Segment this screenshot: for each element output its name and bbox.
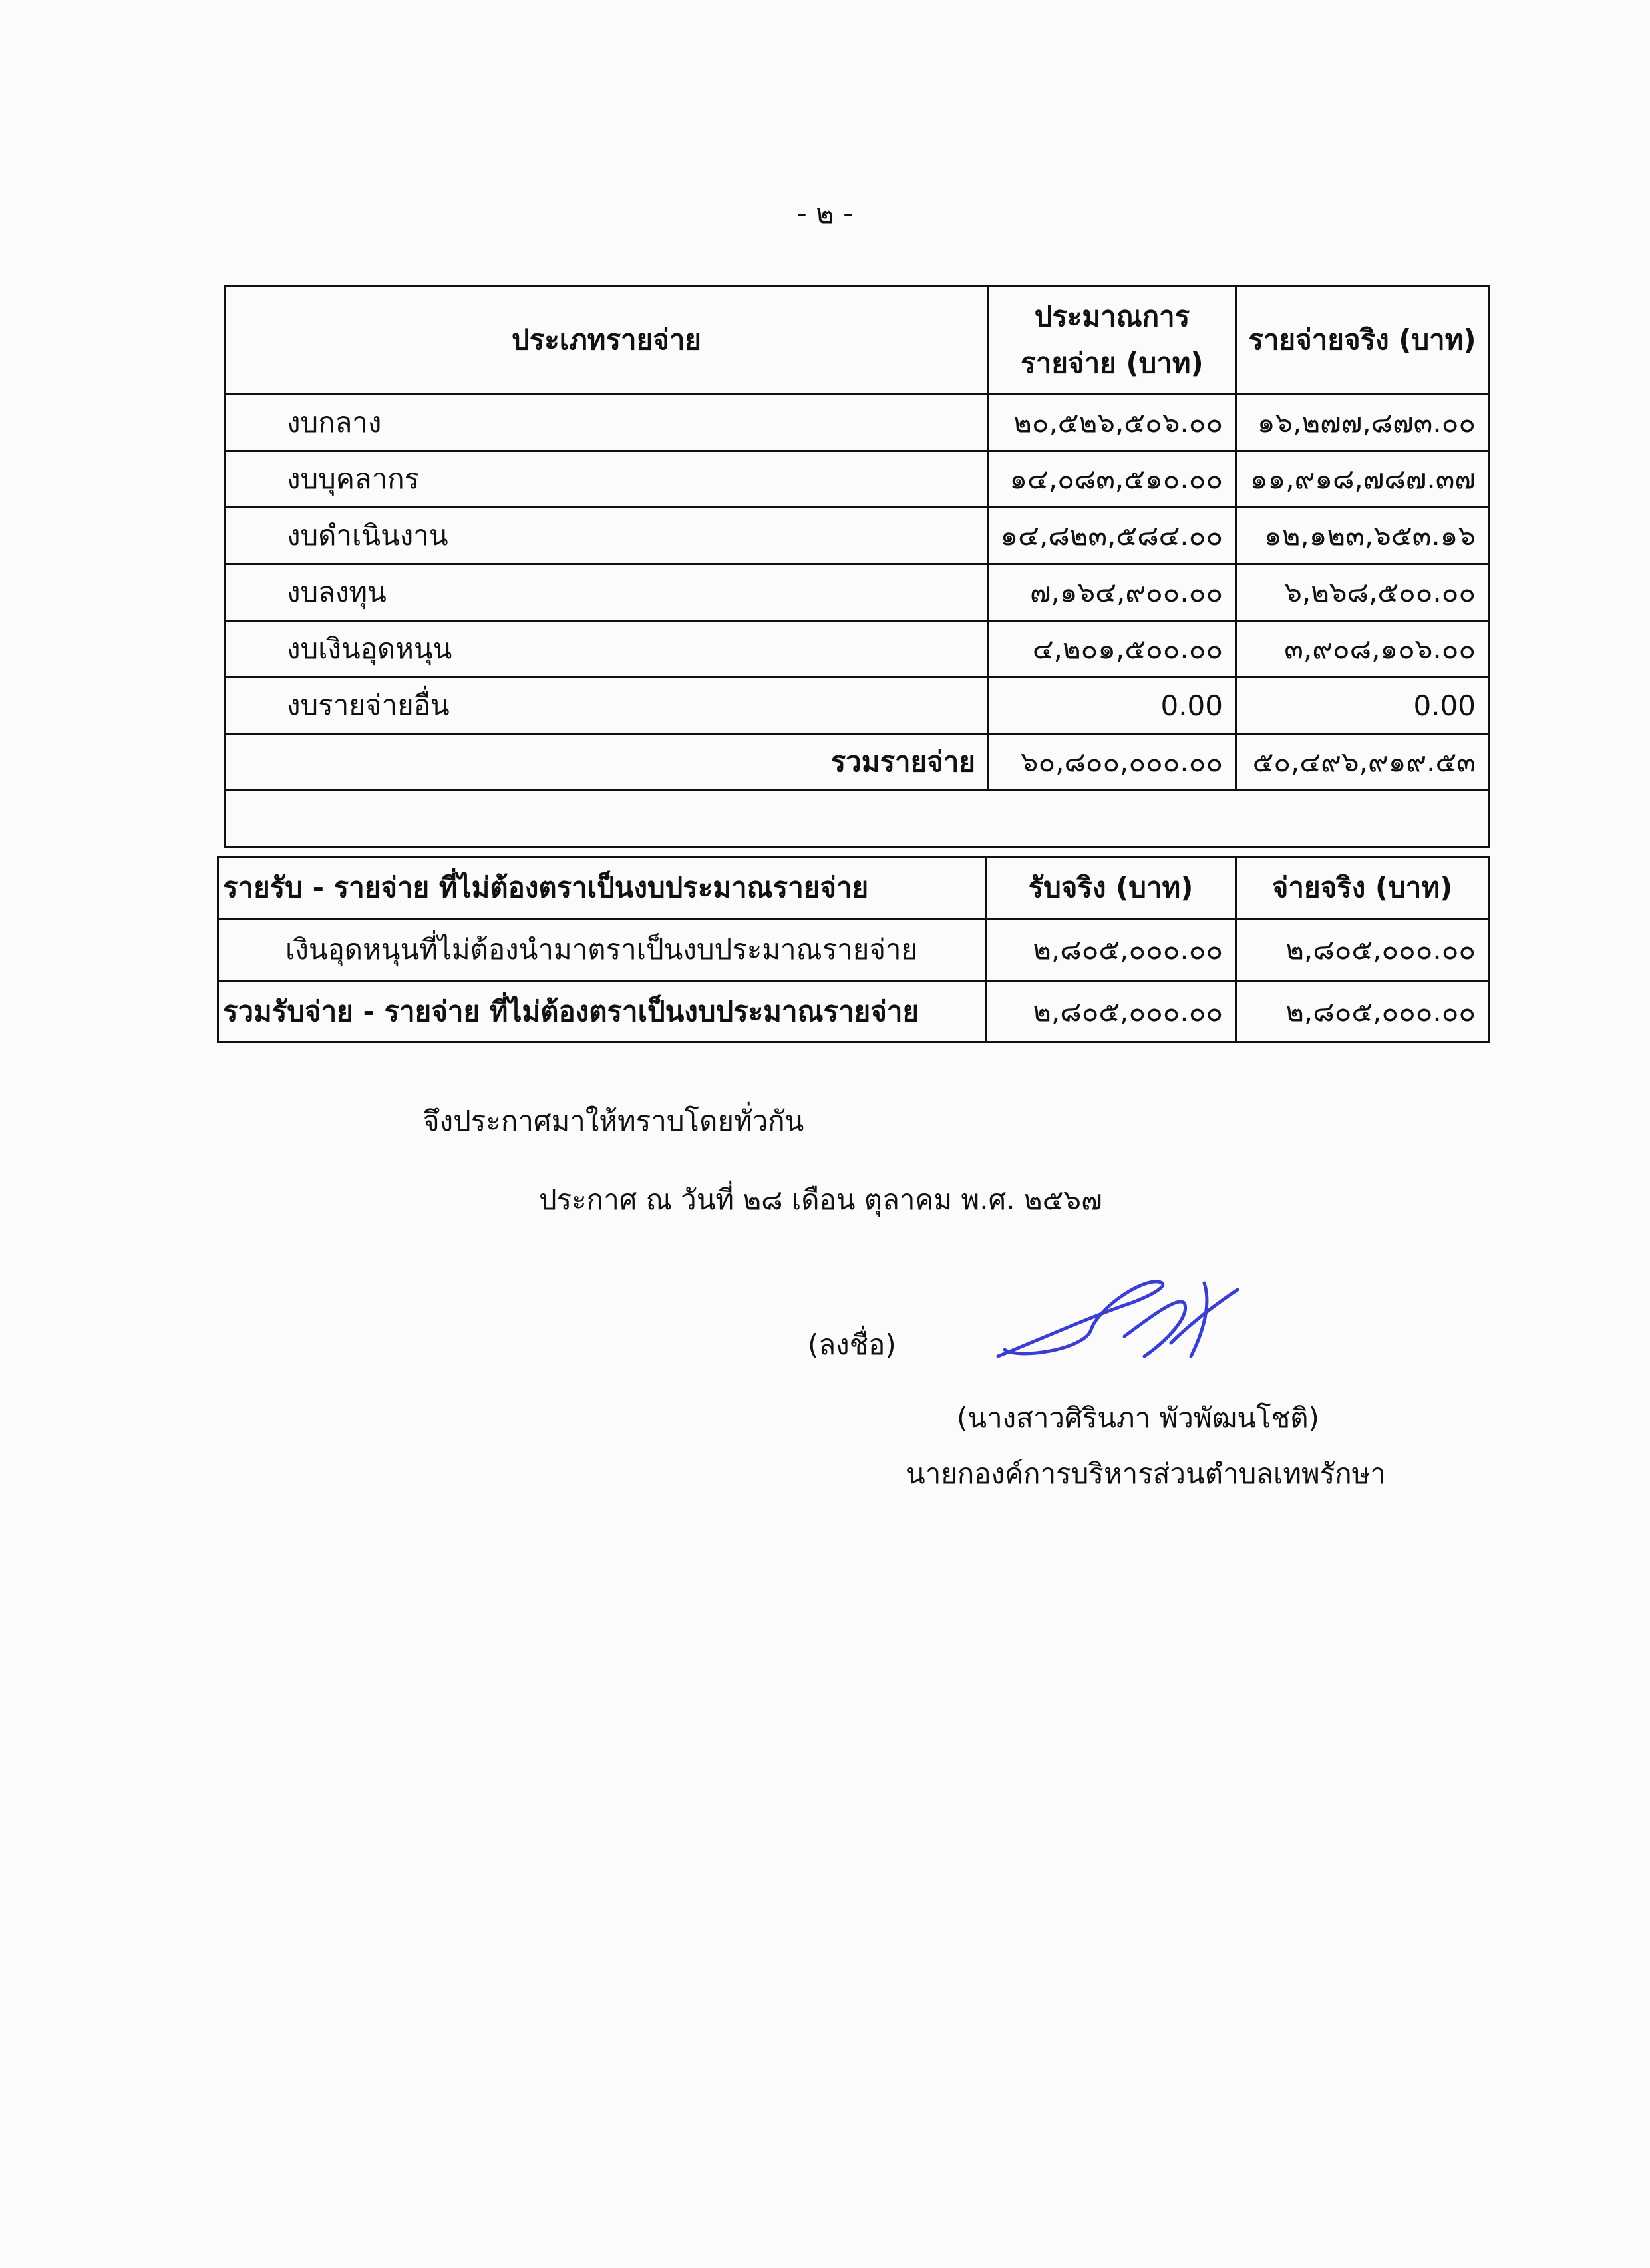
nonbudget-table — [217, 856, 1490, 1043]
nonbudget-total-received: ๒,๘๐๕,๐๐๐.๐๐ — [986, 981, 1236, 1043]
nonbudget-row-label: เงินอุดหนุนที่ไม่ต้องนำมาตราเป็นงบประมาณรายจ่าย — [218, 919, 986, 981]
row-estimate: ๑๔,๘๒๓,๕๘๔.๐๐ — [989, 508, 1236, 564]
row-estimate: ๒๐,๕๒๖,๕๐๖.๐๐ — [989, 395, 1236, 451]
row-label: งบลงทุน — [225, 564, 989, 621]
row-estimate: ๑๔,๐๘๓,๕๑๐.๐๐ — [989, 451, 1236, 508]
nonbudget-row-paid: ๒,๘๐๕,๐๐๐.๐๐ — [1236, 919, 1489, 981]
table-row — [225, 621, 1489, 677]
header-estimate-line1: ประมาณการ — [1034, 300, 1190, 333]
nonbudget-header-row — [218, 857, 1489, 919]
total-actual: ๕๐,๔๙๖,๙๑๙.๕๓ — [1236, 734, 1489, 791]
handwritten-signature — [991, 1276, 1244, 1370]
row-label: งบดำเนินงาน — [225, 508, 989, 564]
table-row — [225, 451, 1489, 508]
nonbudget-total-paid: ๒,๘๐๕,๐๐๐.๐๐ — [1236, 981, 1489, 1043]
table-row — [225, 395, 1489, 451]
page-number: - ๒ - — [796, 197, 854, 230]
signer-position: นายกองค์การบริหารส่วนตำบลเทพรักษา — [906, 1457, 1386, 1490]
row-label: งบเงินอุดหนุน — [225, 621, 989, 677]
nonbudget-header-label: รายรับ - รายจ่าย ที่ไม่ต้องตราเป็นงบประมาณรายจ่าย — [218, 857, 986, 919]
header-actual: รายจ่ายจริง (บาท) — [1236, 286, 1489, 395]
row-actual: ๖,๒๖๘,๕๐๐.๐๐ — [1236, 564, 1489, 621]
total-label: รวมรายจ่าย — [225, 734, 989, 791]
nonbudget-header-paid: จ่ายจริง (บาท) — [1236, 857, 1489, 919]
nonbudget-total-row — [218, 981, 1489, 1043]
header-expense-type: ประเภทรายจ่าย — [225, 286, 989, 395]
nonbudget-header-received: รับจริง (บาท) — [986, 857, 1236, 919]
row-label: งบรายจ่ายอื่น — [225, 677, 989, 734]
row-actual: ๑๑,๙๑๘,๗๘๗.๓๗ — [1236, 451, 1489, 508]
header-estimate — [989, 286, 1236, 395]
spacer-cell — [225, 791, 1489, 847]
total-estimate: ๖๐,๘๐๐,๐๐๐.๐๐ — [989, 734, 1236, 791]
table-row — [225, 508, 1489, 564]
signer-name: (นางสาวศิรินภา พัวพัฒนโชติ) — [957, 1402, 1319, 1434]
spacer-row — [225, 791, 1489, 847]
row-actual: ๑๖,๒๗๗,๘๗๓.๐๐ — [1236, 395, 1489, 451]
row-estimate: ๔,๒๐๑,๕๐๐.๐๐ — [989, 621, 1236, 677]
row-label: งบบุคลากร — [225, 451, 989, 508]
row-estimate: ๗,๑๖๔,๙๐๐.๐๐ — [989, 564, 1236, 621]
row-actual: ๓,๙๐๘,๑๐๖.๐๐ — [1236, 621, 1489, 677]
expense-header-row — [225, 286, 1489, 395]
announcement-text: จึงประกาศมาให้ทราบโดยทั่วกัน — [423, 1105, 804, 1137]
expense-total-row — [225, 734, 1489, 791]
row-label: งบกลาง — [225, 395, 989, 451]
table-row — [225, 677, 1489, 734]
header-estimate-line2: รายจ่าย (บาท) — [1021, 347, 1204, 379]
table-row — [218, 919, 1489, 981]
table-row — [225, 564, 1489, 621]
row-actual: ๑๒,๑๒๓,๖๕๓.๑๖ — [1236, 508, 1489, 564]
nonbudget-total-label: รวมรับจ่าย - รายจ่าย ที่ไม่ต้องตราเป็นงบประมาณรายจ่าย — [218, 981, 986, 1043]
expense-table — [224, 285, 1490, 848]
announcement-date: ประกาศ ณ วันที่ ๒๘ เดือน ตุลาคม พ.ศ. ๒๕๖๗ — [539, 1183, 1102, 1216]
signature-label: (ลงชื่อ) — [808, 1328, 896, 1361]
row-actual: 0.00 — [1236, 677, 1489, 734]
nonbudget-row-received: ๒,๘๐๕,๐๐๐.๐๐ — [986, 919, 1236, 981]
row-estimate: 0.00 — [989, 677, 1236, 734]
